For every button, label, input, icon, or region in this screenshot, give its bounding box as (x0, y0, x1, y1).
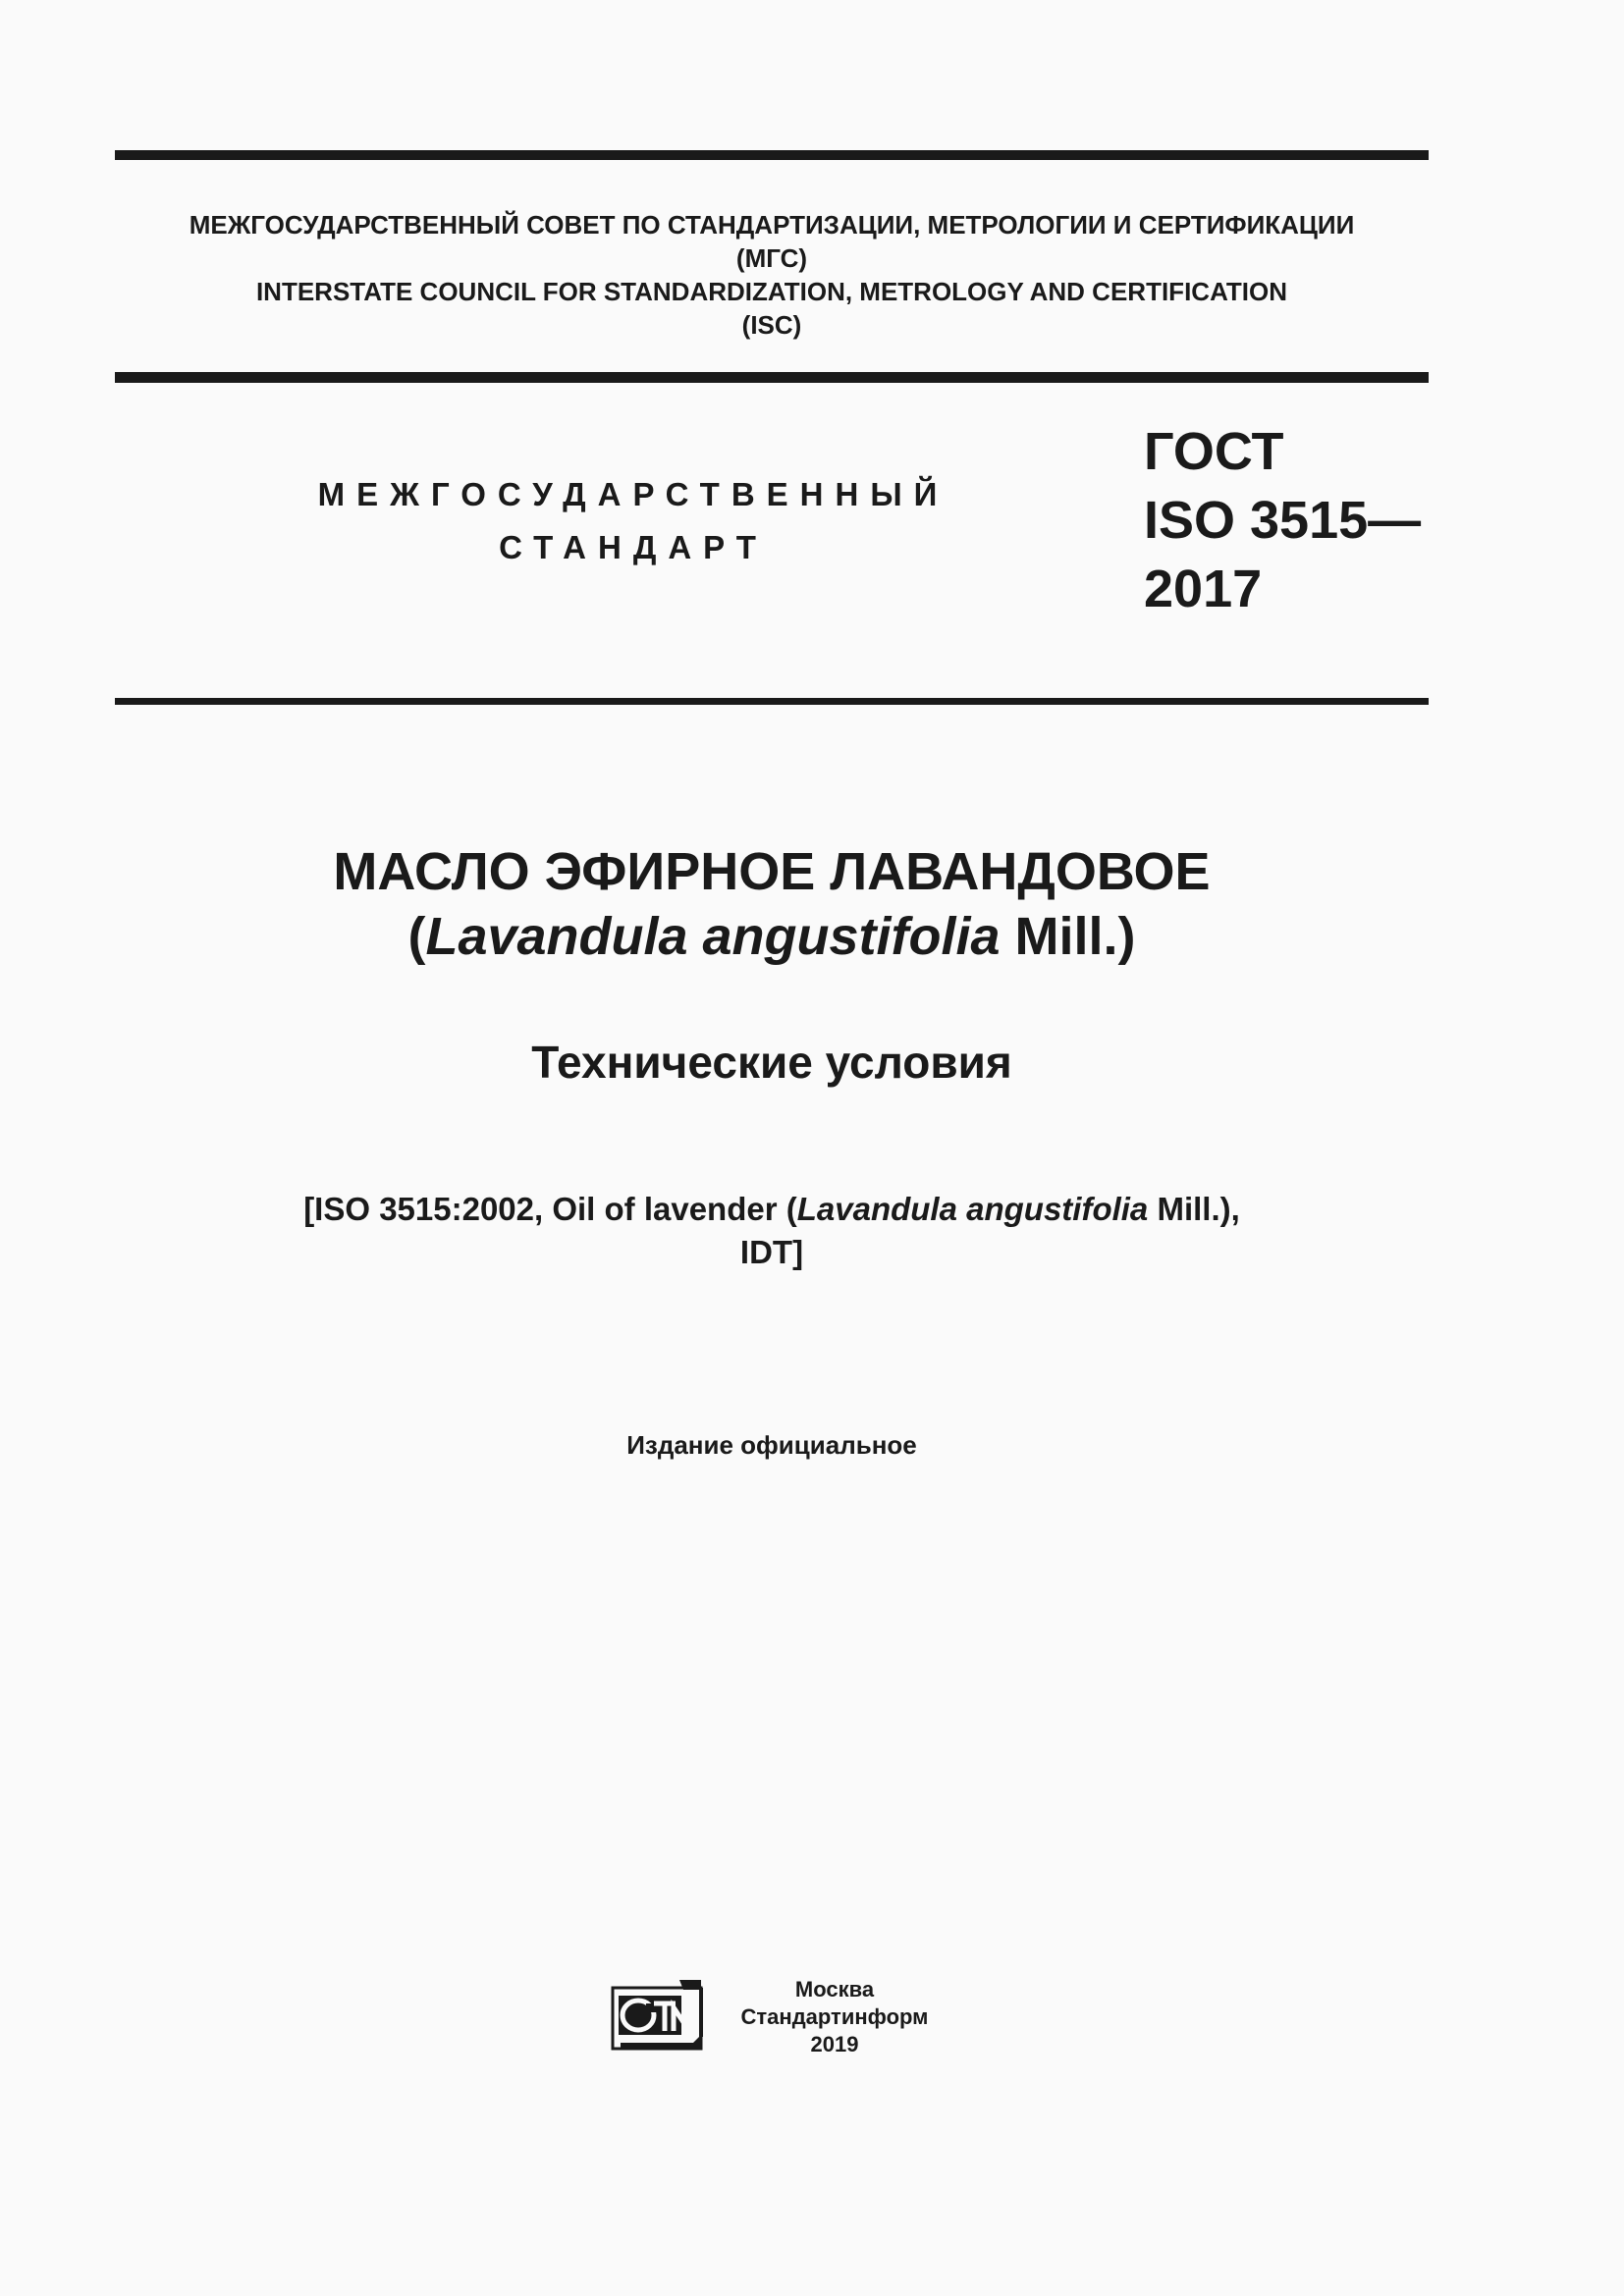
title-line1: МАСЛО ЭФИРНОЕ ЛАВАНДОВОЕ (333, 842, 1211, 901)
bottom-rule (115, 698, 1429, 705)
title-species: Lavandula angustifolia (425, 907, 1001, 966)
document-title (115, 839, 1429, 969)
reference-species: Lavandula angustifolia (796, 1191, 1149, 1227)
designation-line1: ГОСТ (1144, 422, 1284, 481)
document-subtitle: Технические условия (531, 1037, 1012, 1088)
edition-note: Издание официальное (626, 1430, 917, 1460)
council-name-en: INTERSTATE COUNCIL FOR STANDARDIZATION, METROLOGY AND CERTIFICATION (255, 277, 1288, 306)
publisher-city: Москва (794, 1977, 875, 2002)
publisher-imprint (722, 1976, 947, 2058)
designation-line3: 2017 (1144, 560, 1263, 618)
publisher-name: Стандартинформ (740, 2004, 929, 2029)
standartinform-logo (611, 1978, 705, 2055)
designation-line2: ISO 3515— (1144, 491, 1422, 550)
title-line2: (Lavandula angustifolia Mill.) (407, 907, 1136, 966)
middle-rule (115, 372, 1429, 383)
council-header (115, 208, 1429, 342)
reference-line2: IDT] (739, 1234, 804, 1270)
publication-year: 2019 (810, 2032, 859, 2056)
standard-type (295, 468, 972, 574)
standard-type-line2: СТАНДАРТ (499, 529, 768, 565)
council-name-ru: МЕЖГОСУДАРСТВЕННЫЙ СОВЕТ ПО СТАНДАРТИЗАЦИИ, МЕТРОЛОГИИ И СЕРТИФИКАЦИИ (189, 210, 1355, 240)
standard-type-line1: МЕЖГОСУДАРСТВЕННЫЙ (317, 476, 949, 512)
reference-line1: [ISO 3515:2002, Oil of lavender (Lavandula angustifolia Mill.), (303, 1191, 1240, 1227)
council-abbr-en: (ISC) (741, 310, 802, 340)
council-abbr-ru: (МГС) (735, 243, 808, 273)
iso-reference (115, 1188, 1429, 1274)
top-rule (115, 150, 1429, 160)
standard-designation (1144, 417, 1438, 623)
